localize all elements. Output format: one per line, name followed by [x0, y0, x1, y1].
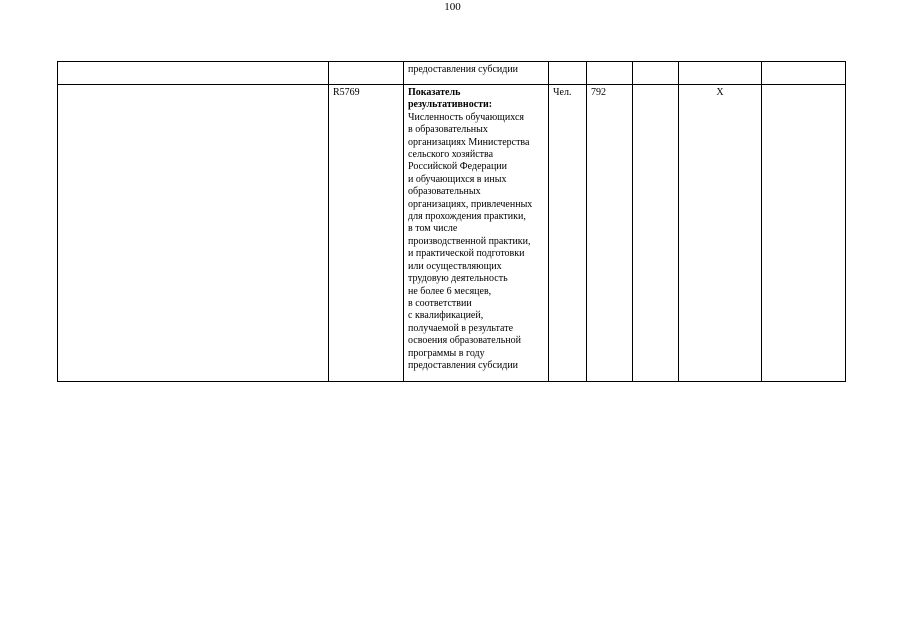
value-cell: [633, 62, 679, 85]
description-line: получаемой в результате: [408, 322, 514, 334]
table-row: [58, 62, 846, 85]
unit-code-cell: 792: [587, 85, 633, 382]
value-cell: [762, 85, 846, 382]
description-line: производственной практики,: [408, 235, 531, 247]
value-cell: X: [679, 85, 762, 382]
description-line: предоставления субсидии: [408, 64, 519, 75]
description-cell: [404, 85, 549, 382]
name-cell: [58, 85, 329, 382]
value-cell: [679, 62, 762, 85]
description-line: сельского хозяйства: [408, 149, 494, 161]
description-line: организациях Министерства: [408, 136, 530, 148]
description-line: программы в году: [408, 347, 485, 359]
description-title-line: Показатель: [408, 87, 461, 98]
description-line: трудовую деятельность: [408, 273, 508, 285]
description-line: образовательных: [408, 186, 481, 198]
description-line: Российской Федерации: [408, 161, 508, 173]
name-cell: [58, 62, 329, 85]
page-number: 100: [444, 1, 461, 13]
indicator-table: [57, 61, 846, 382]
unit-cell: [549, 62, 587, 85]
description-line: организациях, привлеченных: [408, 198, 533, 210]
code-cell: R5769: [329, 85, 404, 382]
description-line: с квалификацией,: [408, 310, 484, 322]
description-line: для прохождения практики,: [408, 211, 526, 223]
description-title-line: результативности:: [408, 99, 493, 111]
table-row: [58, 85, 846, 382]
code-cell: [329, 62, 404, 85]
description-line: и обучающихся в иных: [408, 173, 507, 185]
description-line: освоения образовательной: [408, 335, 521, 347]
value-cell: [762, 62, 846, 85]
description-line: в соответствии: [408, 297, 472, 309]
description-cell: [404, 62, 549, 85]
description-line: и практической подготовки: [408, 248, 525, 260]
description-line: предоставления субсидии: [408, 359, 519, 371]
description-line: или осуществляющих: [408, 260, 502, 272]
value-cell: [633, 85, 679, 382]
description-line: в образовательных: [408, 124, 488, 136]
description-line: Численность обучающихся: [408, 111, 524, 123]
description-line: в том числе: [408, 223, 458, 235]
unit-code-cell: [587, 62, 633, 85]
unit-cell: Чел.: [549, 85, 587, 382]
description-line: не более 6 месяцев,: [408, 285, 492, 297]
